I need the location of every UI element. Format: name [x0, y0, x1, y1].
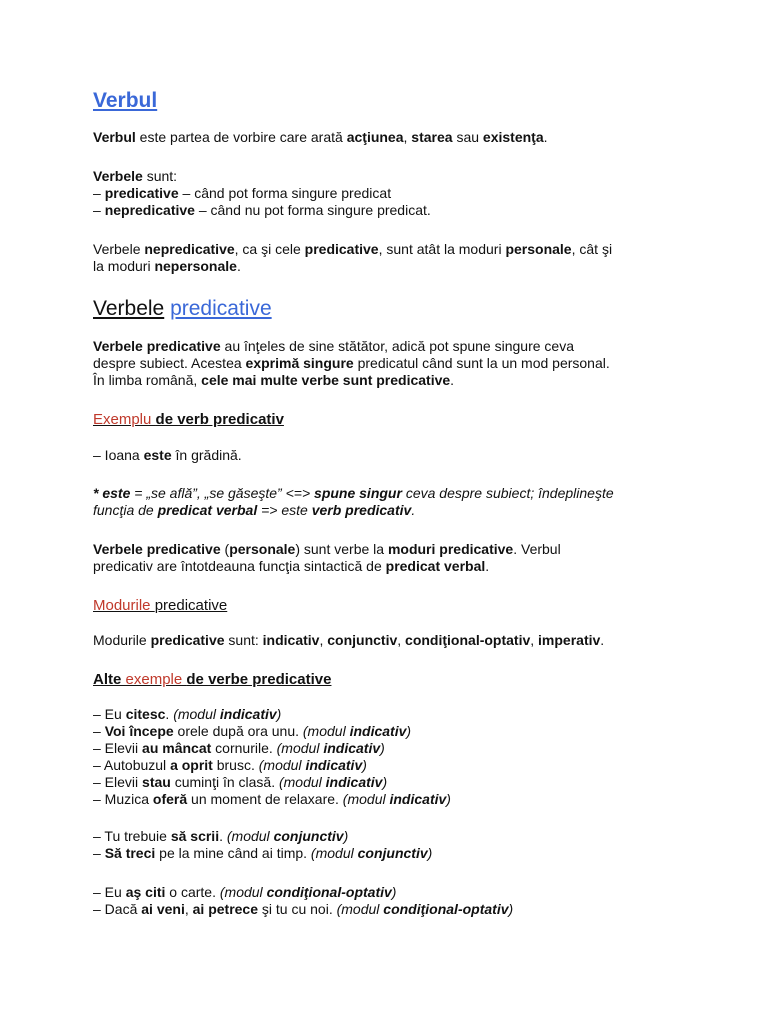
text-span: moduri predicative — [387, 541, 514, 557]
text-span: – Muzica — [93, 791, 153, 807]
text-span: . — [219, 828, 227, 844]
list-item — [93, 791, 693, 808]
text-line — [93, 502, 693, 519]
text-span: au înţeles de sine stătător, adică pot spune singure ceva — [220, 338, 574, 354]
text-line — [93, 485, 693, 502]
text-line — [93, 202, 693, 219]
page-title — [93, 88, 693, 114]
text-span: Exemplu — [93, 411, 156, 428]
text-span: este — [102, 485, 131, 501]
text-span: starea — [411, 129, 453, 145]
text-span: , ca şi cele — [234, 241, 305, 257]
text-span: – când nu pot forma singure predicat. — [194, 202, 431, 218]
text-span: – — [93, 202, 105, 218]
text-span: brusc. — [212, 757, 259, 773]
text-span: . Verbul — [513, 541, 561, 557]
text-span: Verbele predicative — [93, 541, 221, 557]
text-line — [93, 558, 693, 575]
text-span: (modul — [336, 901, 384, 917]
modes-paragraph — [93, 632, 693, 649]
text-span: Modurile — [93, 597, 155, 614]
text-span: nepredicative — [104, 202, 195, 218]
text-span: predicative — [154, 597, 228, 614]
text-span: Verbele — [93, 168, 143, 184]
text-span: ai veni — [141, 901, 185, 917]
text-span: personale — [505, 241, 572, 257]
text-span: cuminţi în clasă. — [170, 774, 279, 790]
personal-paragraph — [93, 541, 693, 575]
text-span: este partea de vorbire care arată — [135, 129, 347, 145]
text-span: ) — [508, 901, 514, 917]
text-span: ) sunt verbe la — [295, 541, 388, 557]
text-span: predicat verbal — [157, 502, 258, 518]
text-line — [93, 168, 693, 185]
text-line — [93, 185, 693, 202]
text-span: ceva despre subiect; îndeplineşte — [401, 485, 614, 501]
text-line — [337, 901, 514, 917]
text-line — [227, 828, 348, 844]
text-span: o carte. — [165, 884, 220, 900]
text-span: predicat verbal — [385, 558, 486, 574]
text-span: sunt: — [142, 168, 178, 184]
text-line — [343, 791, 451, 807]
text-span: cele mai multe verbe sunt predicative — [201, 372, 451, 388]
text-span: de verbe predicative — [186, 671, 332, 688]
text-span: predicative — [170, 297, 272, 320]
text-span: de verb predicativ — [155, 411, 284, 428]
intro-paragraph — [93, 129, 693, 146]
text-span: ( — [220, 541, 230, 557]
text-span: indicativ — [349, 723, 407, 739]
text-line — [259, 757, 367, 773]
text-line — [93, 447, 693, 464]
modes-heading — [93, 597, 693, 615]
text-span: condiţional-optativ — [383, 901, 509, 917]
text-span: ) — [380, 740, 385, 756]
text-span: ) — [362, 757, 367, 773]
text-span: indicativ — [305, 757, 363, 773]
list-item — [93, 828, 693, 845]
text-span: , — [319, 632, 328, 648]
text-span: (modul — [219, 884, 267, 900]
conditional-examples — [93, 884, 693, 918]
text-span: (modul — [302, 723, 350, 739]
text-span: – — [93, 185, 105, 201]
text-span: – Eu — [93, 884, 126, 900]
text-line — [93, 541, 693, 558]
text-span: – Dacă — [93, 901, 142, 917]
text-line — [303, 723, 411, 739]
text-span: – Autobuzul — [93, 757, 171, 773]
text-span: (modul — [226, 828, 274, 844]
text-line — [93, 129, 693, 146]
predicative-paragraph — [93, 338, 693, 389]
text-line — [93, 338, 693, 355]
indicativ-examples — [93, 706, 693, 808]
text-span: a oprit — [170, 757, 213, 773]
text-span: – Ioana — [93, 447, 144, 463]
text-span: , sunt atât la moduri — [378, 241, 506, 257]
text-line — [93, 258, 693, 275]
list-item — [93, 740, 693, 757]
text-span: pe la mine când ai timp. — [155, 845, 311, 861]
text-span: , — [397, 632, 406, 648]
text-span: la moduri — [93, 258, 155, 274]
text-span: , — [184, 901, 193, 917]
text-span: exemple — [125, 671, 187, 688]
list-item — [93, 845, 693, 862]
text-line — [279, 774, 387, 790]
text-span: . — [411, 502, 416, 518]
text-span: (modul — [258, 757, 306, 773]
text-span: Modurile — [93, 632, 151, 648]
text-span: imperativ — [538, 632, 601, 648]
list-item — [93, 723, 693, 740]
text-span: ) — [406, 723, 412, 739]
text-span: nepersonale — [154, 258, 237, 274]
text-span: Verbele predicative — [93, 338, 221, 354]
text-span: . — [543, 129, 548, 145]
text-span: predicatul când sunt la un mod personal. — [353, 355, 610, 371]
text-span: acţiunea — [346, 129, 404, 145]
text-span: predicativ are întotdeauna funcţia sintactică de — [93, 558, 386, 574]
text-span: conjunctiv — [327, 632, 398, 648]
text-span: (modul — [173, 706, 220, 722]
text-span: . — [165, 706, 174, 722]
text-span: să scrii — [170, 828, 220, 844]
text-span: Verbul — [93, 129, 136, 145]
list-item — [93, 901, 693, 918]
text-span: – Tu trebuie — [93, 828, 171, 844]
text-span: (modul — [310, 845, 358, 861]
text-line — [93, 355, 693, 372]
text-span: În limba română, — [93, 372, 202, 388]
text-span: oferă — [152, 791, 188, 807]
text-span: şi tu cu noi. — [258, 901, 337, 917]
list-item — [93, 774, 693, 791]
text-span: (modul — [278, 774, 326, 790]
text-span: aş citi — [125, 884, 166, 900]
text-span: * — [93, 485, 103, 501]
text-span: ) — [446, 791, 451, 807]
text-span: nepredicative — [144, 241, 235, 257]
list-item — [93, 884, 693, 901]
example-heading — [93, 411, 693, 429]
text-span: Alte — [93, 671, 126, 688]
text-span: predicative — [150, 632, 225, 648]
text-span: – Eu — [93, 706, 126, 722]
title-text: Verbul — [93, 89, 158, 112]
text-span: orele după ora unu. — [173, 723, 303, 739]
text-span: au mâncat — [142, 740, 212, 756]
text-line — [220, 884, 397, 900]
text-span: este — [143, 447, 172, 463]
text-span: ai petrece — [192, 901, 258, 917]
text-span: predicative — [104, 185, 179, 201]
text-span: ) — [276, 706, 282, 722]
other-examples-heading — [93, 671, 693, 689]
text-span: conjunctiv — [357, 845, 428, 861]
text-span: exprimă singure — [245, 355, 354, 371]
text-span: => este — [257, 502, 312, 518]
text-span: , cât şi — [571, 241, 613, 257]
text-span: . — [236, 258, 241, 274]
section-heading-predicative — [93, 296, 693, 322]
text-span: , — [530, 632, 539, 648]
text-span: despre subiect. Acestea — [93, 355, 246, 371]
text-span: conjunctiv — [273, 828, 344, 844]
text-span: sau — [452, 129, 483, 145]
text-line — [93, 502, 415, 518]
text-line — [93, 372, 693, 389]
text-span: . — [485, 558, 490, 574]
text-span: ) — [343, 828, 349, 844]
text-line — [277, 740, 385, 756]
text-span: Verbele — [93, 297, 165, 320]
text-line — [311, 845, 432, 861]
text-span: funcţia de — [93, 502, 158, 518]
verb-types-list — [93, 168, 693, 219]
text-span: indicativ — [219, 706, 277, 722]
text-span: condiţional-optativ — [266, 884, 392, 900]
text-span: ) — [427, 845, 433, 861]
text-span: . — [450, 372, 455, 388]
text-span: stau — [142, 774, 171, 790]
text-span: = „se află”, „se găseşte” <=> — [130, 485, 315, 501]
text-line — [93, 241, 693, 258]
text-line — [93, 485, 614, 501]
text-span: – Elevii — [93, 740, 143, 756]
conjunctiv-examples — [93, 828, 693, 862]
text-span: – — [93, 723, 105, 739]
text-span: sunt: — [224, 632, 263, 648]
text-span: – — [93, 845, 105, 861]
text-span: Verbele — [93, 241, 145, 257]
note-paragraph — [93, 485, 693, 519]
text-line — [173, 706, 281, 722]
text-span: citesc — [125, 706, 166, 722]
text-span: – Elevii — [93, 774, 143, 790]
text-span: indicativ — [262, 632, 320, 648]
text-line — [93, 632, 693, 649]
text-span: ) — [391, 884, 397, 900]
list-item — [93, 706, 693, 723]
list-item — [93, 757, 693, 774]
text-span: indicativ — [323, 740, 381, 756]
text-span: ) — [382, 774, 388, 790]
text-span: existenţa — [482, 129, 544, 145]
text-span: spune singur — [314, 485, 402, 501]
text-span: verb predicativ — [311, 502, 412, 518]
text-span: Să treci — [104, 845, 156, 861]
text-span: – când pot forma singure predicat — [178, 185, 392, 201]
text-span: (modul — [276, 740, 324, 756]
text-span: . — [600, 632, 605, 648]
text-span: predicative — [304, 241, 379, 257]
text-span: condiţional-optativ — [405, 632, 531, 648]
text-span: un moment de relaxare. — [187, 791, 343, 807]
example-sentence — [93, 447, 693, 464]
text-span: indicativ — [389, 791, 447, 807]
text-span: , — [403, 129, 412, 145]
moods-paragraph — [93, 241, 693, 275]
text-span: indicativ — [325, 774, 383, 790]
text-span: cornurile. — [211, 740, 277, 756]
text-span: Voi începe — [104, 723, 174, 739]
text-span: (modul — [342, 791, 390, 807]
text-span: în grădină. — [171, 447, 242, 463]
text-span: personale — [229, 541, 296, 557]
